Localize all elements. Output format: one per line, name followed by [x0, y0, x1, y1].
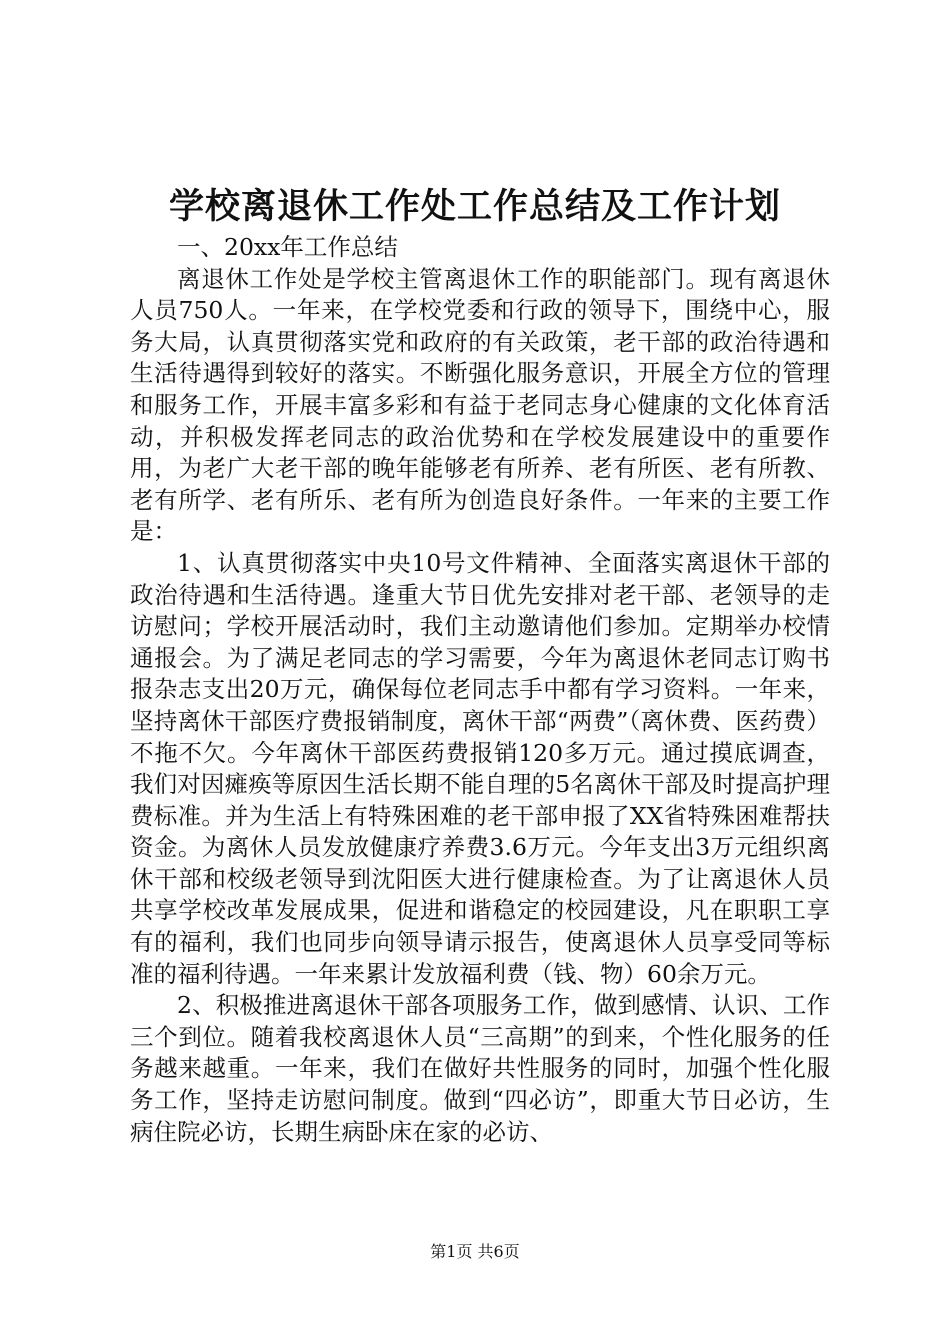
- page-footer: 第1页 共6页: [430, 1242, 520, 1261]
- paragraph: 1、认真贯彻落实中央10号文件精神、全面落实离退休干部的政治待遇和生活待遇。逢重大节日优先安排对老干部、老领导的走访慰问；学校开展活动时，我们主动邀请他们参加。定期举办校情通报会。为了满足老同志的学习需要，今年为离退休老同志订购书报杂志支出20万元，确保每位老同志手中都有学习资料。一年来，坚持离休干部医疗费报销制度，离休干部“两费”（离休费、医药费）不拖不欠。今年离休干部医药费报销120多万元。通过摸底调查，我们对因瘫痪等原因生活长期不能自理的5名离休干部及时提高护理费标准。并为生活上有特殊困难的老干部申报了XX省特殊困难帮扶资金。为离休人员发放健康疗养费3.6万元。今年支出3万元组织离休干部和校级老领导到沈阳医大进行健康检查。为了让离退休人员共享学校改革发展成果，促进和谐稳定的校园建设，凡在职职工享有的福利，我们也同步向领导请示报告，使离退休人员享受同等标准的福利待遇。一年来累计发放福利费（钱、物）60余万元。: [130, 548, 830, 988]
- paragraph: 离退休工作处是学校主管离退休工作的职能部门。现有离退休人员750人。一年来，在学校党委和行政的领导下，围绕中心，服务大局，认真贯彻落实党和政府的有关政策，老干部的政治待遇和生活待遇得到较好的落实。不断强化服务意识，开展全方位的管理和服务工作，开展丰富多彩和有益于老同志身心健康的文化体育活动，并积极发挥老同志的政治优势和在学校发展建设中的重要作用，为老广大老干部的晚年能够老有所养、老有所医、老有所教、老有所学、老有所乐、老有所为创造良好条件。一年来的主要工作是：: [130, 264, 830, 546]
- document-title: 学校离退休工作处工作总结及工作计划: [168, 186, 781, 227]
- document-body: [130, 232, 830, 1148]
- paragraph: 2、积极推进离退休干部各项服务工作，做到感情、认识、工作三个到位。随着我校离退休人员“三高期”的到来，个性化服务的任务越来越重。一年来，我们在做好共性服务的同时，加强个性化服务工作，坚持走访慰问制度。做到“四必访”，即重大节日必访，生病住院必访，长期生病卧床在家的必访、: [130, 991, 830, 1146]
- section-heading: 一、20xx年工作总结: [177, 233, 398, 261]
